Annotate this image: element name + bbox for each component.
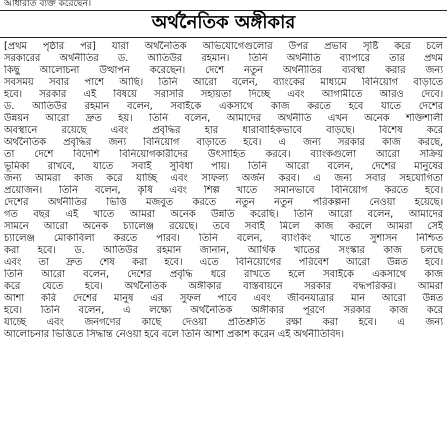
- article-headline: অর্থনৈতিক অঙ্গীকার: [151, 12, 296, 33]
- article-line: হবে। সরকার এই বিষয়ে সরাসরি সহায়তা দিচ্ছে এবং আগামীতে আরও দেবে।: [4, 89, 443, 100]
- article-line: ভূমিকা রাখবে, যাতে সবাই সুবিধা পায়। তিনি আরো বলেন, দেশের মানুষের: [4, 161, 443, 172]
- article-line: প্রয়োজন। তিনি বলেন, কৃষি এবং শিল্প খাতে সমানভাবে বিনিয়োগ করতে হবে।: [4, 185, 443, 196]
- article-line: সবসময় সবার পাশে আছি। তিনি আরো বলেন, ব্যাংকের মাধ্যমে বিনিয়োগ বাড়াতে: [4, 77, 443, 88]
- article-line: তা দেশে বিদেশি বিনিয়োগকারীদের উৎসাহিত করবে। ব্যাংকগুলো আরো সক্রিয়: [4, 149, 443, 160]
- article-line: চ্যালেঞ্জ মোকাবিলা করতে পারব। তিনি বলেন, ব্যাংকিং খাতে সুশাসন নিশ্চিত: [4, 233, 443, 244]
- previous-article-fragment: আধারাত ব্যক্ত করেছেন।: [4, 0, 92, 9]
- article-line: হবে। তিনি বলেন, এ লক্ষ্যে অর্থনৈতিক অঙ্গীকার পূরণে সরকার কাজ করে: [4, 305, 443, 316]
- article-line: আলোচনার ভিত্তিতে সিদ্ধান্ত নেওয়া হবে বলে তিনি আশা প্রকাশ করেন এই অর্থনীতিবিদ।: [4, 329, 344, 340]
- article-line: তিনি আরো বলেন, দেশের প্রবৃদ্ধি ধরে রাখতে হলে সবাইকে একসাথে কাজ: [4, 269, 443, 280]
- article-body: [4, 41, 443, 433]
- article-line: সরকারের অর্থনীতির ড. আতিউর রহমান। তিনি অর্থনীতি ব্যাপারে তার প্রথম: [4, 53, 443, 64]
- article-line: যাচ্ছে এবং জনগণের কাছে দেওয়া প্রতিশ্রুতি রক্ষা করা হবে। এ জন্য: [4, 317, 443, 328]
- article-line: এবং তা দ্রুত শেষ করা হবে। এতে বিনিয়োগের পরিবেশ আরো উন্নত হবে।: [4, 257, 443, 268]
- headline-bottom-rule: [0, 37, 447, 38]
- article-line: কিছু আলোচনা উত্থাপন করেছেন। দেশে নতুন অর্থনীতির ব্যবস্থা করার জন্য: [4, 65, 443, 76]
- article-line: অর্থনৈতিক প্রবৃদ্ধির জন্য বিনিয়োগ বাড়াতে হবে। এ জন্য সরকার কাজ করছে,: [4, 137, 443, 148]
- article-line: ড. আতিউর রহমান বলেন, সবাইকে একসাথে কাজ করতে হবে যাতে দেশের: [4, 101, 443, 112]
- article-line: দেশের অর্থনীতির ভিত্তি মজবুত করতে নতুন নতুন পরিকল্পনা নেওয়া হয়েছে।: [4, 197, 443, 208]
- article-line: অবস্থানে রয়েছে এবং প্রবৃদ্ধির হার ধারাবাহিকভাবে বাড়ছে। বিশেষ করে: [4, 125, 443, 136]
- article-line: গত বছর এই খাতে আমরা অনেক উন্নতি করেছি। তিনি আরো বলেন, আমাদের: [4, 209, 443, 220]
- article-line: উন্নয়ন আরো দ্রুত হয়। তিনি বলেন, আমাদের অর্থনীতি এখন অনেক শক্তিশালী: [4, 113, 443, 124]
- article-line: আশা করি দেশের মানুষ এর সুফল পাবে এবং জীবনযাত্রার মান আরো উন্নত: [4, 293, 443, 304]
- headline-top-rule: [0, 10, 447, 11]
- article-line: সামনে আরো অনেক চ্যালেঞ্জ রয়েছে। তবে সবাই মিলে কাজ করলে আমরা সেই: [4, 221, 443, 232]
- article-line: করে যেতে হবে। অর্থনৈতিক অঙ্গীকার বাস্তবায়নে সরকার বদ্ধপরিকর। আমরা: [4, 281, 443, 292]
- article-line: করা হবে। ড. আতিউর রহমান জানান, আর্থিক খাতের সংস্কার কাজ চলছে: [4, 245, 443, 256]
- article-line: জন্য আমরা কাজ করে যাচ্ছি এবং সাফল্য অর্জন করব। এ জন্য সবার সহযোগিতা: [4, 173, 443, 184]
- article-line: [প্রথম পৃষ্ঠার পর] যারা অর্থনৈতিক অভিযোগেগুলোর উপর প্রভাব সৃষ্টি করে চলে: [4, 41, 443, 52]
